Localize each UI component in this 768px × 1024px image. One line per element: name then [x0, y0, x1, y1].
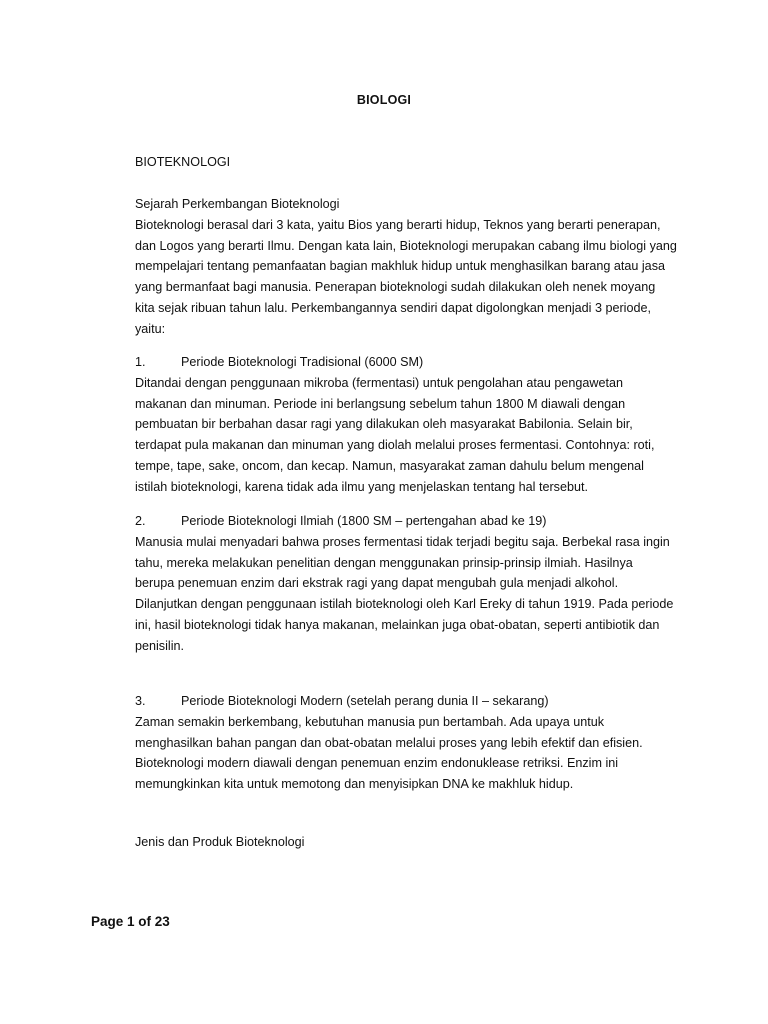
document-title: BIOLOGI [356, 93, 412, 107]
paragraph-line: menghasilkan bahan pangan dan obat-obatan melalui proses yang lebih efektif dan efisien. [135, 735, 643, 750]
paragraph-line: istilah bioteknologi, karena tidak ada ilmu yang menjelaskan tentang hal tersebut. [135, 479, 588, 494]
period-1-heading [135, 352, 683, 373]
paragraph-line: Ditandai dengan penggunaan mikroba (fermentasi) untuk pengolahan atau pengawetan [135, 375, 624, 390]
list-number: 1. [135, 355, 146, 369]
paragraph-line: tahu, mereka melakukan penelitian dengan menggunakan prinsip-prinsip ilmiah. Hasilnya [135, 555, 633, 570]
paragraph-line: memungkinkan kita untuk memotong dan menyisipkan DNA ke makhluk hidup. [135, 777, 574, 792]
period-title: Periode Bioteknologi Ilmiah (1800 SM – pertengahan abad ke 19) [181, 514, 547, 528]
page-number: Page 1 of 23 [91, 914, 170, 929]
paragraph-line: dan Logos yang berarti Ilmu. Dengan kata lain, Bioteknologi merupakan cabang ilmu biologi yang [135, 238, 677, 253]
paragraph-line: Bioteknologi berasal dari 3 kata, yaitu Bios yang berarti hidup, Teknos yang berarti penerapan, [135, 217, 661, 232]
list-number: 2. [135, 514, 146, 528]
history-title: Sejarah Perkembangan Bioteknologi [135, 197, 340, 211]
period-2-heading [135, 511, 683, 532]
paragraph-line: berupa penemuan enzim dari ekstrak ragi yang dapat mengubah gula menjadi alkohol. [135, 576, 619, 591]
section-heading [135, 152, 683, 173]
paragraph-line: Dilanjutkan dengan penggunaan istilah bioteknologi oleh Karl Ereky di tahun 1919. Pada periode [135, 597, 674, 612]
period-3-section [135, 691, 683, 795]
period-1-section [135, 352, 683, 498]
paragraph-line: yaitu: [135, 321, 166, 336]
paragraph-line: yang bermanfaat bagi manusia. Penerapan bioteknologi sudah dilakukan oleh nenek moyang [135, 280, 656, 295]
paragraph-line: Manusia mulai menyadari bahwa proses fermentasi tidak terjadi begitu saja. Berbekal rasa ingin [135, 534, 670, 549]
paragraph-line: kita sejak ribuan tahun lalu. Perkembangannya sendiri dapat digolongkan menjadi 3 periode, [135, 300, 651, 315]
paragraph-line: tempe, tape, sake, oncom, dan kecap. Namun, masyarakat zaman dahulu belum mengenal [135, 458, 644, 473]
paragraph-line: terdapat pula makanan dan minuman yang diolah melalui proses fermentasi. Contohnya: roti, [135, 438, 655, 453]
paragraph-line: penisilin. [135, 638, 185, 653]
paragraph-line: makanan dan minuman. Periode ini berlangsung sebelum tahun 1800 M diawali dengan [135, 396, 626, 411]
paragraph-line: Bioteknologi modern diawali dengan penemuan enzim endonuklease retriksi. Enzim ini [135, 756, 619, 771]
period-2-section [135, 511, 683, 657]
paragraph-line: pembuatan bir berbahan dasar ragi yang dilakukan oleh masyarakat Babilonia. Selain bir, [135, 417, 633, 432]
list-number: 3. [135, 694, 146, 708]
types-section [135, 832, 683, 853]
section-heading-text: BIOTEKNOLOGI [135, 155, 231, 169]
period-3-heading [135, 691, 683, 712]
paragraph-line: Zaman semakin berkembang, kebutuhan manusia pun bertambah. Ada upaya untuk [135, 714, 605, 729]
paragraph-line: ini, hasil bioteknologi tidak hanya makanan, melainkan juga obat-obatan, seperti antibiotik dan [135, 617, 660, 632]
period-title: Periode Bioteknologi Tradisional (6000 SM) [181, 355, 424, 369]
period-title: Periode Bioteknologi Modern (setelah perang dunia II – sekarang) [181, 694, 549, 708]
history-section [135, 194, 683, 340]
paragraph-line: mempelajari tentang pemanfaatan bagian makhluk hidup untuk menghasilkan barang atau jasa [135, 259, 665, 274]
types-heading: Jenis dan Produk Bioteknologi [135, 835, 305, 849]
